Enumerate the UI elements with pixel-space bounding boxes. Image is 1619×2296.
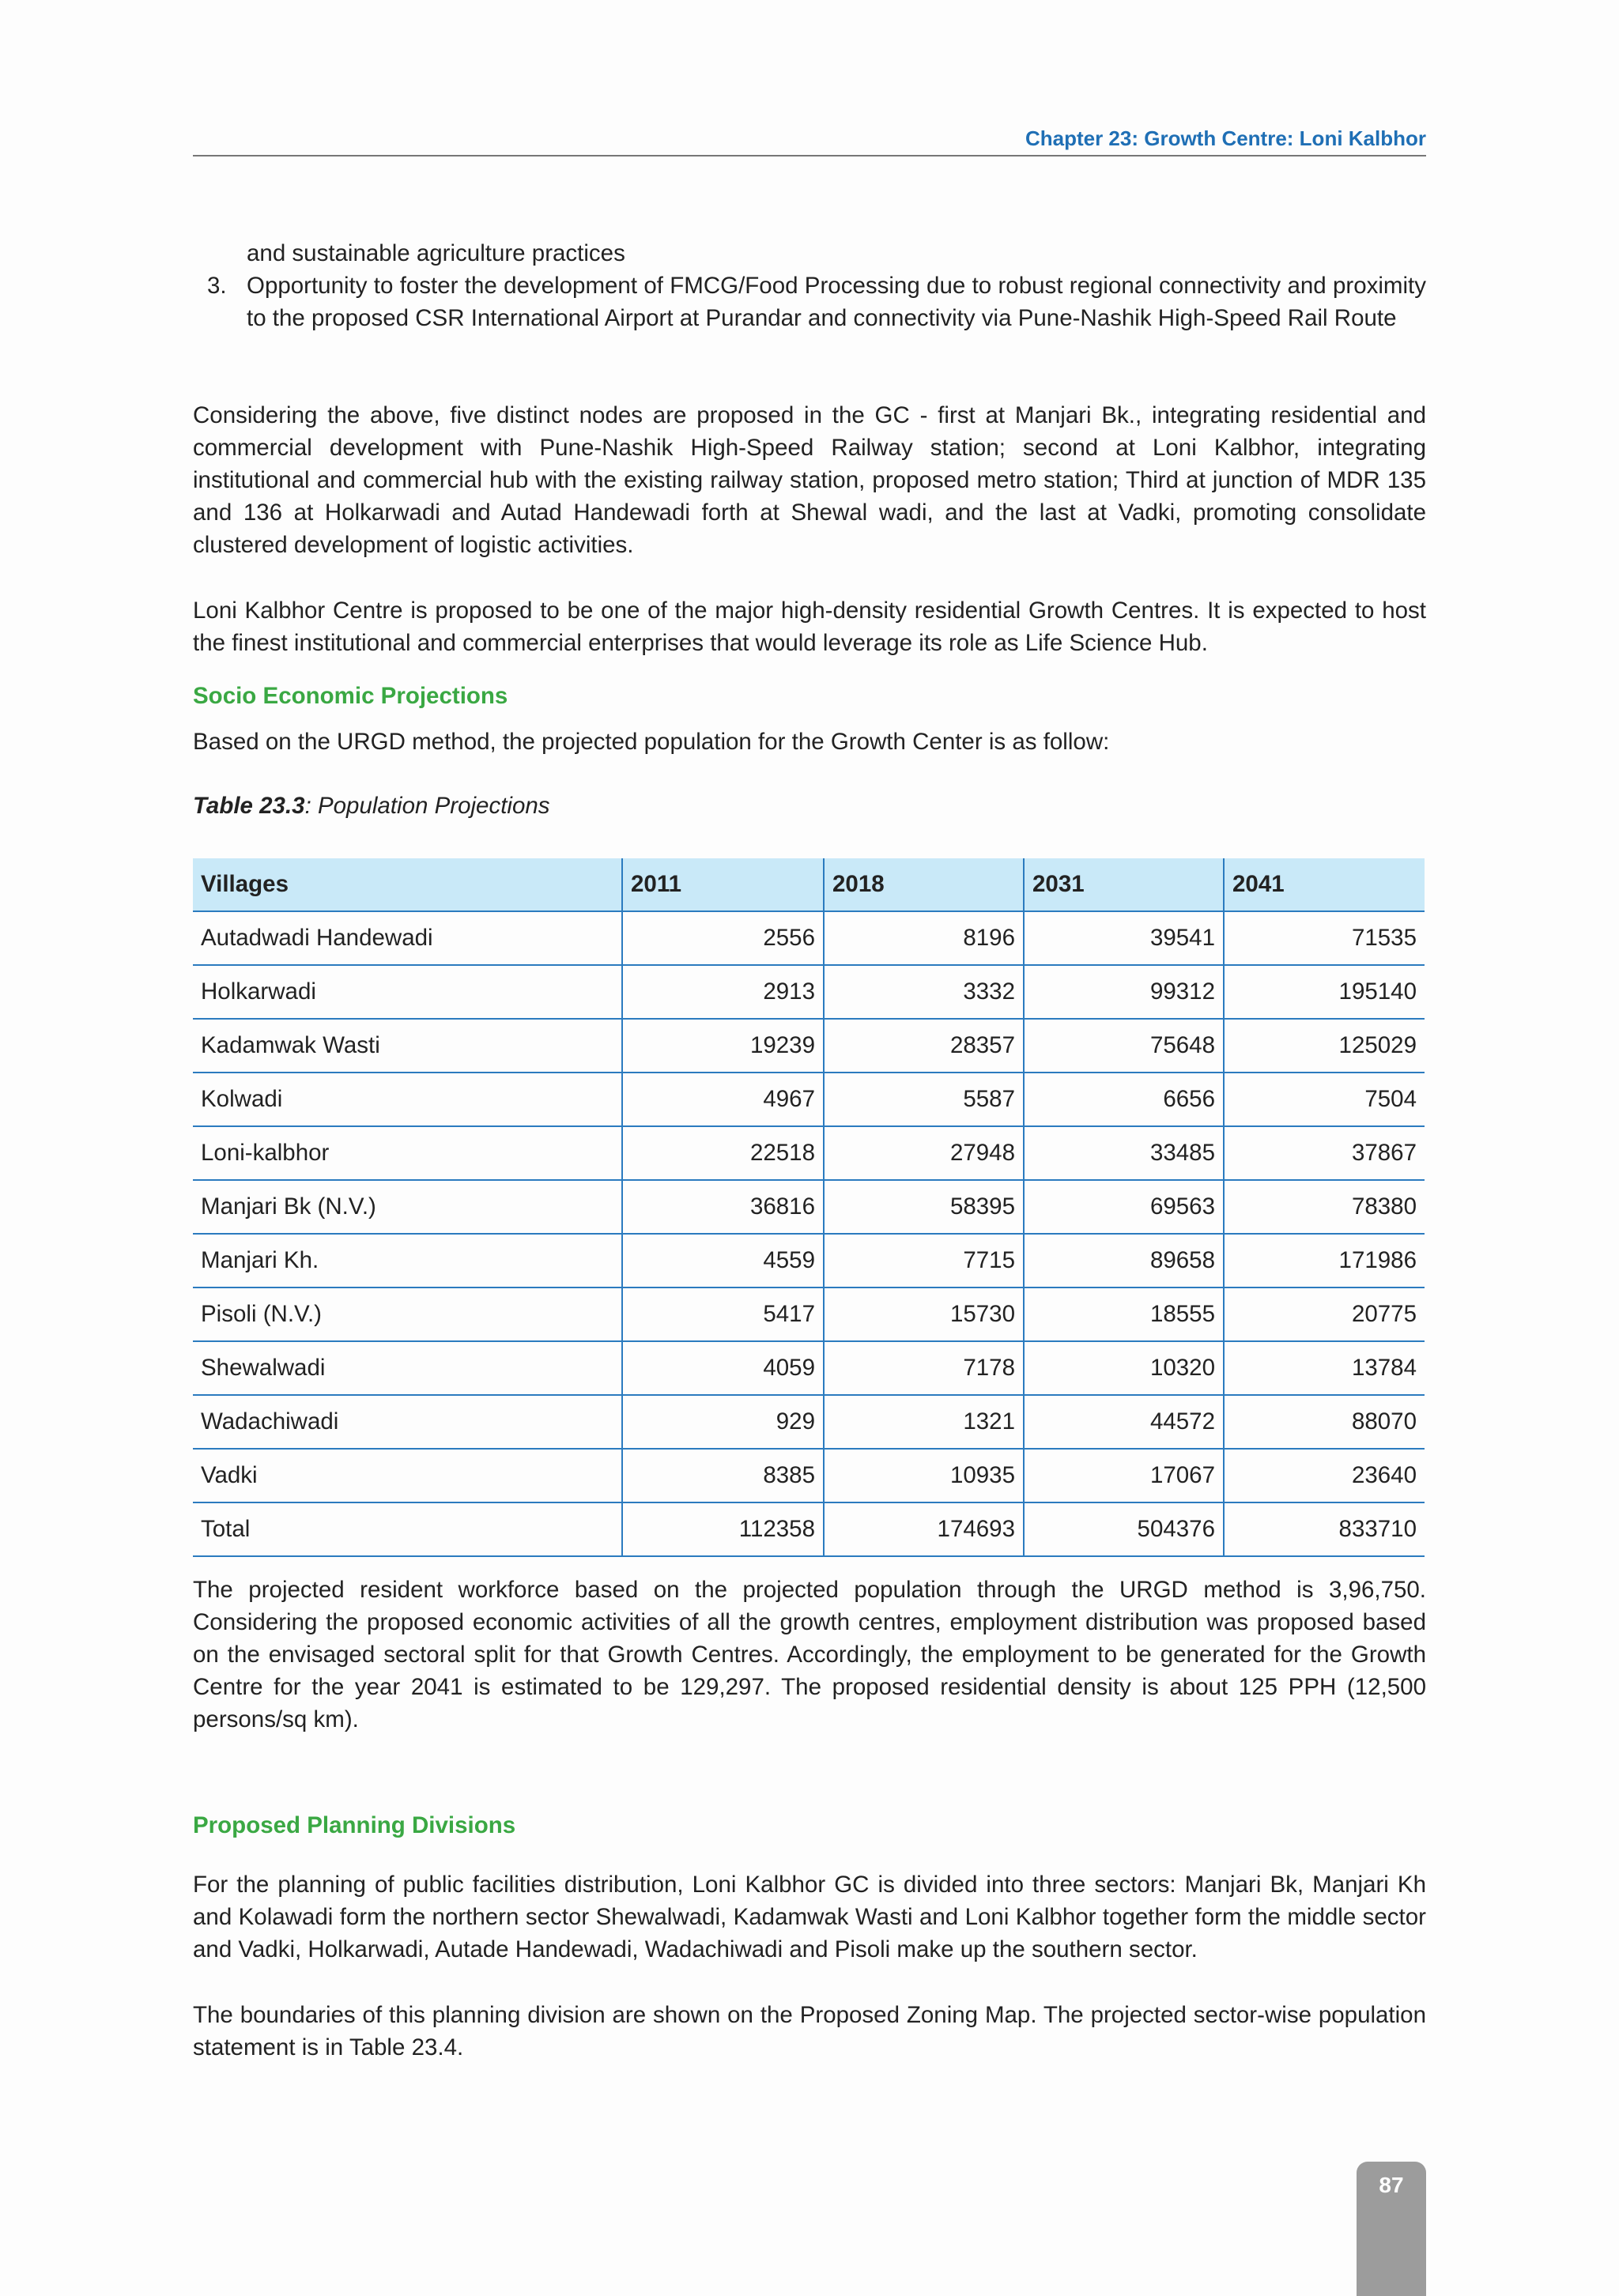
population-cell: 13784 [1224, 1341, 1425, 1395]
column-header: 2011 [622, 858, 824, 911]
population-cell: 99312 [1024, 965, 1224, 1019]
population-cell: 36816 [622, 1180, 824, 1234]
population-cell: 174693 [824, 1502, 1024, 1556]
list-item-3 [207, 270, 1426, 334]
village-cell: Manjari Kh. [193, 1234, 622, 1287]
population-cell: 23640 [1224, 1449, 1425, 1502]
population-cell: 75648 [1024, 1019, 1224, 1073]
population-cell: 6656 [1024, 1073, 1224, 1126]
population-cell: 71535 [1224, 911, 1425, 965]
population-cell: 7715 [824, 1234, 1024, 1287]
population-cell: 4059 [622, 1341, 824, 1395]
paragraph-sectors: For the planning of public facilities distribution, Loni Kalbhor GC is divided into three sectors: Manjari Bk, Manjari Kh and Kolawadi form the northern sector Shewalwadi, Kadamwak Wasti and Loni Kalbhor together form the middle sector and Vadki, Holkarwadi, Autade Handewadi, Wadachiwadi and Pisoli make up the southern sector. [193, 1872, 1426, 1962]
population-cell: 15730 [824, 1287, 1024, 1341]
population-cell: 8196 [824, 911, 1024, 965]
village-cell: Wadachiwadi [193, 1395, 622, 1449]
population-cell: 7504 [1224, 1073, 1425, 1126]
table-row [193, 1395, 1425, 1449]
population-cell: 171986 [1224, 1234, 1425, 1287]
village-cell: Manjari Bk (N.V.) [193, 1180, 622, 1234]
population-cell: 27948 [824, 1126, 1024, 1180]
population-cell: 5587 [824, 1073, 1024, 1126]
population-cell: 39541 [1024, 911, 1224, 965]
header-rule [193, 155, 1426, 156]
paragraph-urgd-intro: Based on the URGD method, the projected population for the Growth Center is as follow: [193, 729, 1110, 755]
population-cell: 833710 [1224, 1502, 1425, 1556]
population-cell: 3332 [824, 965, 1024, 1019]
population-cell: 33485 [1024, 1126, 1224, 1180]
population-cell: 504376 [1024, 1502, 1224, 1556]
table-row [193, 1180, 1425, 1234]
column-header: Villages [193, 858, 622, 911]
population-cell: 17067 [1024, 1449, 1224, 1502]
table-row [193, 1234, 1425, 1287]
village-cell: Vadki [193, 1449, 622, 1502]
population-cell: 4559 [622, 1234, 824, 1287]
population-cell: 58395 [824, 1180, 1024, 1234]
paragraph-workforce: The projected resident workforce based on the projected population through the URGD method is 3,96,750. Considering the proposed economic activities of all the growth centres, employment distribution was proposed based on the envisaged sectoral split for that Growth Centres. Accordingly, the employment to be generated for the Growth Centre for the year 2041 is estimated to be 129,297. The proposed residential density is about 125 PPH (12,500 persons/sq km). [193, 1577, 1426, 1732]
population-cell: 19239 [622, 1019, 824, 1073]
list-item-text: Opportunity to foster the development of FMCG/Food Processing due to robust regional connectivity and proximity to the proposed CSR International Airport at Purandar and connectivity via Pune-Nashik High-Speed Rail Route [247, 273, 1426, 331]
table-total-row [193, 1502, 1425, 1556]
chapter-header: Chapter 23: Growth Centre: Loni Kalbhor [1025, 126, 1426, 150]
table-row [193, 1449, 1425, 1502]
population-cell: 20775 [1224, 1287, 1425, 1341]
population-cell: 4967 [622, 1073, 824, 1126]
population-cell: 44572 [1024, 1395, 1224, 1449]
village-cell: Autadwadi Handewadi [193, 911, 622, 965]
table-row [193, 1287, 1425, 1341]
population-table [193, 858, 1425, 1557]
column-header: 2031 [1024, 858, 1224, 911]
population-cell: 18555 [1024, 1287, 1224, 1341]
population-cell: 37867 [1224, 1126, 1425, 1180]
population-cell: 125029 [1224, 1019, 1425, 1073]
village-cell: Total [193, 1502, 622, 1556]
table-row [193, 1341, 1425, 1395]
table-caption-text: : Population Projections [304, 793, 550, 819]
paragraph-nodes: Considering the above, five distinct nodes are proposed in the GC - first at Manjari Bk., integrating residential and commercial development with Pune-Nashik High-Speed Railway station; second at Loni Kalbhor, integrating institutional and commercial hub with the existing railway station, proposed metro station; Third at junction of MDR 135 and 136 at Holkarwadi and Autad Handewadi forth at Shewal wadi, and the last at Vadki, promoting consolidate clustered development of logistic activities. [193, 402, 1426, 558]
population-cell: 1321 [824, 1395, 1024, 1449]
paragraph-centre: Loni Kalbhor Centre is proposed to be one of the major high-density residential Growth Centres. It is expected to host the finest institutional and commercial enterprises that would leverage its role as Life Science Hub. [193, 598, 1426, 656]
population-cell: 2556 [622, 911, 824, 965]
table-caption [193, 793, 550, 820]
village-cell: Holkarwadi [193, 965, 622, 1019]
population-cell: 69563 [1024, 1180, 1224, 1234]
table-row [193, 1019, 1425, 1073]
table-row [193, 1126, 1425, 1180]
population-cell: 112358 [622, 1502, 824, 1556]
list-number: 3. [207, 273, 227, 299]
table-row [193, 1073, 1425, 1126]
list-continuation [207, 237, 1426, 270]
table-body [193, 911, 1425, 1556]
population-cell: 22518 [622, 1126, 824, 1180]
table-caption-label: Table 23.3 [193, 793, 305, 819]
population-cell: 10935 [824, 1449, 1024, 1502]
heading-socio-economic: Socio Economic Projections [193, 683, 508, 709]
paragraph-boundaries: The boundaries of this planning division are shown on the Proposed Zoning Map. The projected sector-wise population statement is in Table 23.4. [193, 2002, 1426, 2060]
table-row [193, 911, 1425, 965]
population-cell: 89658 [1024, 1234, 1224, 1287]
population-cell: 2913 [622, 965, 824, 1019]
page-number: 87 [1357, 2162, 1426, 2296]
population-cell: 28357 [824, 1019, 1024, 1073]
population-cell: 8385 [622, 1449, 824, 1502]
population-cell: 929 [622, 1395, 824, 1449]
population-cell: 88070 [1224, 1395, 1425, 1449]
village-cell: Pisoli (N.V.) [193, 1287, 622, 1341]
column-header: 2018 [824, 858, 1024, 911]
population-cell: 7178 [824, 1341, 1024, 1395]
table-row [193, 965, 1425, 1019]
population-cell: 10320 [1024, 1341, 1224, 1395]
list-continuation-text: and sustainable agriculture practices [247, 240, 625, 266]
heading-planning-divisions: Proposed Planning Divisions [193, 1812, 516, 1838]
column-header: 2041 [1224, 858, 1425, 911]
table-header-row [193, 858, 1425, 911]
village-cell: Kadamwak Wasti [193, 1019, 622, 1073]
village-cell: Kolwadi [193, 1073, 622, 1126]
population-cell: 5417 [622, 1287, 824, 1341]
village-cell: Loni-kalbhor [193, 1126, 622, 1180]
population-cell: 195140 [1224, 965, 1425, 1019]
population-cell: 78380 [1224, 1180, 1425, 1234]
village-cell: Shewalwadi [193, 1341, 622, 1395]
